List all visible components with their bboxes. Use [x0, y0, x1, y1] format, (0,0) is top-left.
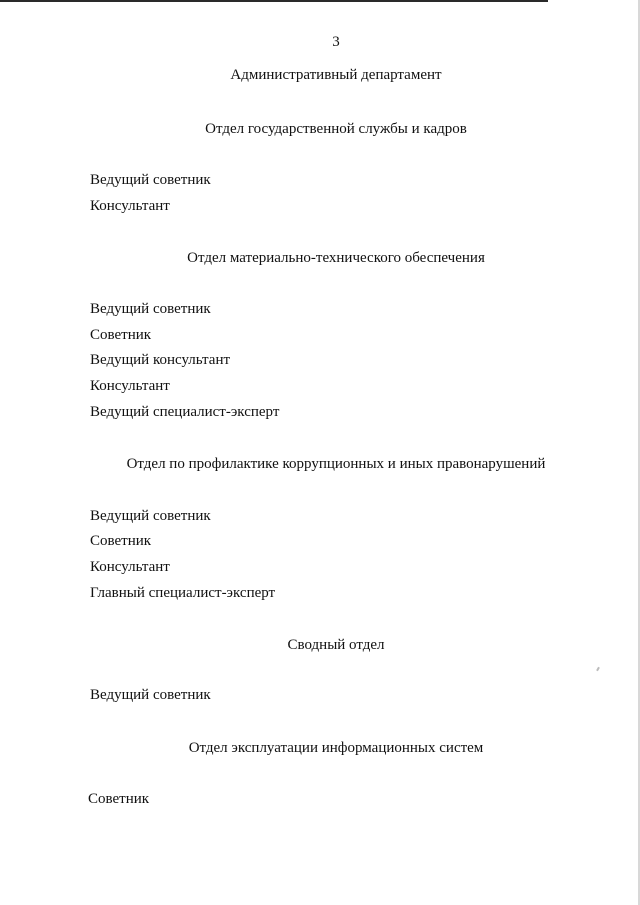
department-title: Административный департамент: [230, 67, 442, 83]
section-title-summary: Сводный отдел: [287, 637, 385, 653]
position-item: Ведущий специалист-эксперт: [90, 404, 280, 420]
section-title-it-systems: Отдел эксплуатации информационных систем: [188, 740, 484, 756]
position-item: Ведущий консультант: [90, 352, 231, 368]
scan-speck: [596, 667, 600, 671]
page-number: 3: [332, 34, 340, 50]
position-item: Советник: [88, 791, 150, 807]
position-item: Ведущий советник: [90, 172, 211, 188]
position-item: Советник: [90, 327, 152, 343]
section-title-hr: Отдел государственной службы и кадров: [205, 121, 467, 137]
position-item: Ведущий советник: [90, 687, 211, 703]
position-item: Ведущий советник: [90, 301, 211, 317]
position-item: Консультант: [90, 378, 170, 394]
position-item: Ведущий советник: [90, 508, 211, 524]
section-title-logistics: Отдел материально-технического обеспечения: [187, 250, 485, 266]
position-item: Главный специалист-эксперт: [90, 585, 276, 601]
position-item: Консультант: [90, 559, 170, 575]
position-item: Советник: [90, 533, 152, 549]
position-item: Консультант: [90, 198, 170, 214]
section-title-anticorruption: Отдел по профилактике коррупционных и иных правонарушений: [126, 456, 546, 472]
scan-top-border: [0, 0, 548, 2]
